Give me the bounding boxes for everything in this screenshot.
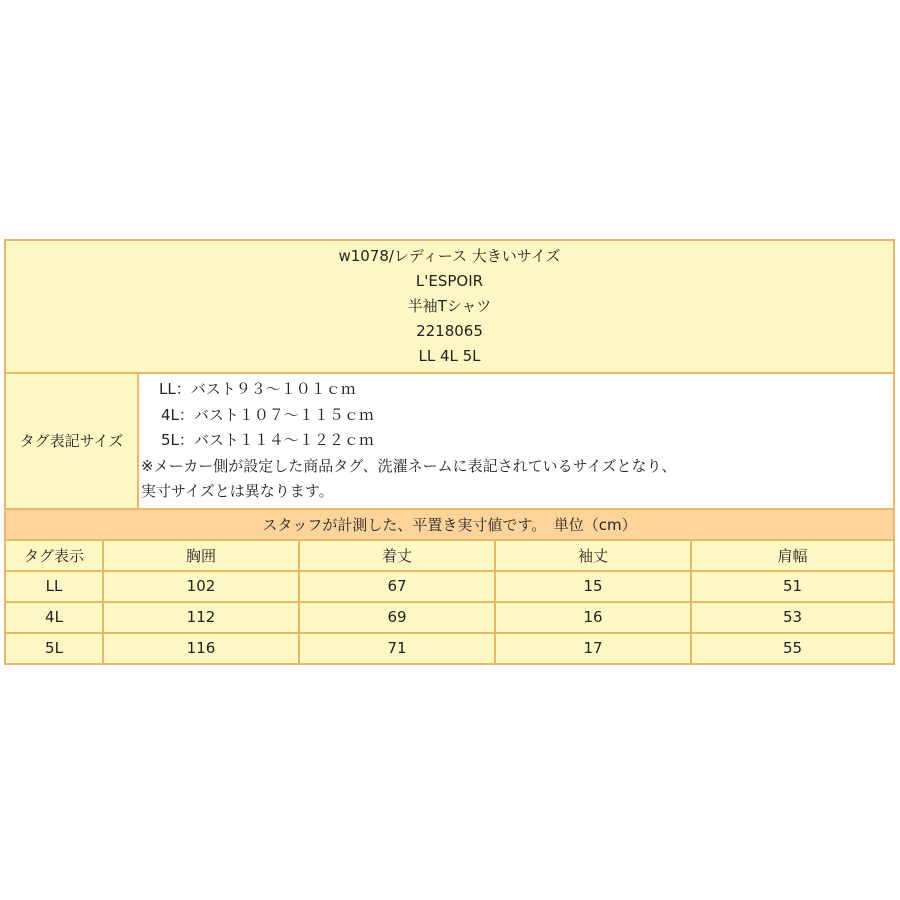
size-list: LL 4L 5L bbox=[418, 347, 481, 365]
table-cell: 51 bbox=[691, 571, 894, 602]
col-header-chest: 胸囲 bbox=[103, 540, 299, 571]
product-number: 2218065 bbox=[416, 322, 483, 340]
tag-size-description bbox=[138, 373, 894, 509]
table-header-row bbox=[5, 540, 894, 571]
table-cell: 55 bbox=[691, 633, 894, 664]
table-cell: 69 bbox=[299, 602, 495, 633]
tag-size-note: ※メーカー側が設定した商品タグ、洗濯ネームに表記されているサイズとなり、 bbox=[141, 456, 677, 475]
table-cell: 16 bbox=[495, 602, 691, 633]
tag-size-note-cont: 実寸サイズとは異なります。 bbox=[141, 482, 334, 500]
product-code-title: w1078/レディース 大きいサイズ bbox=[338, 247, 561, 265]
table-row bbox=[5, 633, 894, 664]
measure-note-row bbox=[5, 509, 894, 540]
table-cell: 67 bbox=[299, 571, 495, 602]
tag-size-label: タグ表記サイズ bbox=[5, 373, 138, 509]
table-row bbox=[5, 602, 894, 633]
table-row bbox=[5, 571, 894, 602]
brand-name: L'ESPOIR bbox=[415, 272, 484, 290]
size-info-table bbox=[4, 239, 895, 510]
product-header-row bbox=[5, 240, 894, 373]
measure-note: スタッフが計測した、平置き実寸値です。 単位（cm） bbox=[5, 509, 894, 540]
table-cell: 102 bbox=[103, 571, 299, 602]
tag-size-ll: LL：バスト９３～１０１ｃｍ bbox=[159, 380, 356, 398]
table-cell: 5L bbox=[5, 633, 103, 664]
table-cell: 4L bbox=[5, 602, 103, 633]
col-header-length: 着丈 bbox=[299, 540, 495, 571]
product-header bbox=[5, 240, 894, 373]
table-cell: 71 bbox=[299, 633, 495, 664]
tag-size-4l: 4L：バスト１０７～１１５ｃｍ bbox=[161, 405, 374, 424]
table-cell: LL bbox=[5, 571, 103, 602]
product-type: 半袖Tシャツ bbox=[407, 297, 492, 315]
col-header-sleeve: 袖丈 bbox=[495, 540, 691, 571]
table-cell: 116 bbox=[103, 633, 299, 664]
tag-size-5l: 5L：バスト１１４～１２２ｃｍ bbox=[161, 431, 374, 449]
size-chart bbox=[4, 239, 895, 665]
col-header-tag: タグ表示 bbox=[5, 540, 103, 571]
table-cell: 112 bbox=[103, 602, 299, 633]
measurement-table bbox=[4, 508, 895, 665]
tag-size-row bbox=[5, 373, 894, 509]
table-cell: 53 bbox=[691, 602, 894, 633]
table-cell: 17 bbox=[495, 633, 691, 664]
col-header-shoulder: 肩幅 bbox=[691, 540, 894, 571]
table-cell: 15 bbox=[495, 571, 691, 602]
